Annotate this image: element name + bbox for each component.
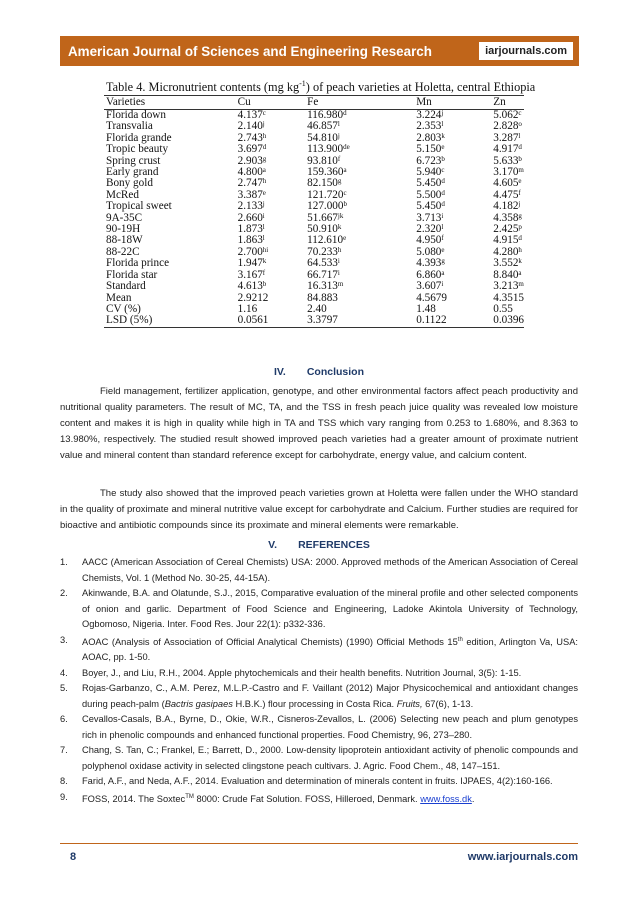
column-header-zn: Zn bbox=[487, 96, 524, 110]
table-caption: Table 4. Micronutrient contents (mg $kg^{-1}$) of peach varieties at Holetta, central Ethiopia bbox=[106, 79, 536, 95]
cell-cu: 3.387e bbox=[237, 188, 266, 201]
reference-item: 1. AACC (American Association of Cereal Chemists) USA: 2000. Approved methods of the American Association of Cereal Chemists, Vol. 1 (Method No. 30-25, 44-15A). bbox=[60, 557, 578, 583]
cell-cu: 4.613$^b$ bbox=[237, 280, 267, 293]
footer-divider bbox=[60, 843, 578, 844]
cell-mn: 5.450$^d$ bbox=[416, 177, 445, 190]
reference-item: 3. AOAC (Analysis of Association of Official Analytical Chemists) (1990) Official Methods 15th edition, Arlington Va, USA: AOAC, pp. 1-50. bbox=[60, 634, 578, 663]
cell-zn: 3.170$^m$ bbox=[493, 166, 524, 179]
cell-mn: 2.803$^k$ bbox=[416, 131, 445, 144]
column-header-fe: Fe bbox=[291, 96, 384, 110]
conclusion-paragraph-1: Field management, fertilizer application, genotype, and other environmental factors affect peach productivity and nutritional quality parameters. The result of MC, TA, and the TSS in fresh peach juice quality was revealed low moisture content and makes it is high in quality while high in TA and TSS which vary ranging from 0.253 to 1.680%, and 8.363 to 13.980%, respectively. The studied result showed improved peach varieties had a greater amount of proximate nutrient value and mineral content than standard reference except for carbohydrate, energy value, and calcium content. bbox=[60, 386, 578, 461]
cell-mn: 6.723$^b$ bbox=[416, 154, 445, 167]
cell-zn: 4.605e bbox=[493, 177, 522, 190]
cell-zn: 4.917$^d$ bbox=[493, 143, 522, 156]
cell-zn: 4.915$^d$ bbox=[493, 234, 522, 247]
cell-fe: $51.667^{jk}$ bbox=[307, 211, 344, 224]
cell-zn: 0.55 bbox=[493, 302, 513, 315]
cell-mn: 3.607$^i$ bbox=[416, 280, 444, 293]
cell-zn: 3.287$^l$ bbox=[493, 131, 521, 144]
table-header-row bbox=[104, 96, 524, 110]
cell-cu: 2.9212 bbox=[237, 291, 269, 304]
conclusion-heading: IV. Conclusion bbox=[273, 366, 365, 378]
reference-item: 4. Boyer, J., and Liu, R.H., 2004. Apple phytochemicals and their health benefits. Nutrition Journal, 3(5): 1-15. bbox=[60, 667, 522, 678]
cell-fe: 66.717$^i$ bbox=[307, 268, 340, 281]
journal-title: American Journal of Sciences and Engineering Research bbox=[68, 43, 432, 59]
cell-fe: 93.810$^f$ bbox=[307, 154, 341, 167]
cell-mn: 4.950$^f$ bbox=[416, 234, 444, 247]
cell-variety: Early grand bbox=[106, 166, 159, 179]
cell-variety: McRed bbox=[106, 188, 139, 201]
cell-fe: 50.910$^k$ bbox=[307, 223, 342, 236]
cell-cu: 0.0561 bbox=[216, 315, 292, 327]
cell-fe: 121.720$^c$ bbox=[307, 188, 347, 201]
column-header-cu: Cu bbox=[216, 96, 292, 110]
cell-variety: 90-19H bbox=[106, 223, 141, 236]
cell-mn: 5.450$^d$ bbox=[416, 200, 445, 213]
reference-item: 9. FOSS, 2014. The Soxtec™ 8000: Crude Fat Solution. FOSS, Hilleroed, Denmark. www.foss.dk. bbox=[60, 791, 475, 804]
cell-variety: Florida prince bbox=[106, 257, 170, 270]
cell-mn: 5.150e bbox=[416, 143, 445, 156]
cell-cu: 1.947$^k$ bbox=[237, 257, 267, 270]
cell-mn: 2.353$^l$ bbox=[416, 120, 444, 133]
cell-variety: 9A-35C bbox=[106, 211, 143, 224]
cell-variety: CV (%) bbox=[106, 302, 141, 315]
cell-zn: 5.633$^b$ bbox=[493, 154, 522, 167]
reference-item: 2. Akinwande, B.A. and Olatunde, S.J., 2015, Comparative evaluation of the mineral profile and other selected components of onion and garlic. Department of Food Science and Engineering, Ladoke Akintola University of Technology, Ogbomoso, Nigeria. Inter. Food Res. Jour 22(1): p332-336. bbox=[60, 588, 578, 629]
cell-mn: 2.320$^l$ bbox=[416, 223, 444, 236]
cell-variety: Tropical sweet bbox=[106, 200, 172, 213]
references-list bbox=[60, 555, 578, 807]
cell-variety: Tropic beauty bbox=[106, 143, 169, 156]
cell-variety: Standard bbox=[106, 280, 146, 293]
cell-zn: 2.425$^p$ bbox=[493, 223, 522, 236]
cell-variety: Spring crust bbox=[106, 154, 161, 167]
cell-cu: 4.137$^c$ bbox=[237, 109, 266, 121]
cell-fe: 84.883 bbox=[307, 291, 338, 304]
reference-item: 5. Rojas-Garbanzo, C., A.M. Perez, M.L.P.-Castro and F. Vaillant (2012) Major Physicochemical and antioxidant changes during peach-palm (Bactris gasipaes H.B.K.) flour processing in Costa Rica. Fruits, 67(6), 1-13. bbox=[60, 683, 578, 709]
cell-mn: 3.224$^j$ bbox=[416, 109, 444, 121]
cell-mn: 3.713$^i$ bbox=[416, 211, 444, 224]
reference-item: 7. Chang, S. Tan, C.; Frankel, E.; Barrett, D., 2000. Low-density lipoprotein antioxidant activity of phenolic compounds and polyphenol oxidase activity in selected clingstone peach cultivars. J. Agric. Food Chem., 48, 147–151. bbox=[60, 745, 578, 771]
cell-mn: 6.860$^a$ bbox=[416, 268, 445, 281]
cell-mn: 1.48 bbox=[416, 302, 436, 315]
conclusion-paragraph-2: The study also showed that the improved peach varieties grown at Holetta were fallen under the WHO standard in the quality of proximate and mineral nutritive value except for carbohydrate and Calcium. Further studies are required for bioactive and antibiotic compounds since its proximate and mineral elements were remarkable. bbox=[60, 488, 578, 531]
cell-cu: 2.133$^j$ bbox=[237, 200, 265, 213]
cell-cu: 4.800$^a$ bbox=[237, 166, 266, 179]
cell-fe: 16.313$^m$ bbox=[307, 280, 344, 293]
cell-zn: 8.840$^a$ bbox=[493, 268, 522, 281]
cell-cu: 3.167$^f$ bbox=[237, 268, 266, 281]
cell-cu: 2.743$^h$ bbox=[237, 131, 267, 144]
reference-item: 8. Farid, A.F., and Neda, A.F., 2014. Evaluation and determination of minerals content in fruits. IJPAES, 4(2):160-166. bbox=[60, 776, 553, 787]
cell-mn: 5.500$^d$ bbox=[416, 188, 445, 201]
footer-site-link[interactable]: www.iarjournals.com bbox=[467, 851, 578, 863]
micronutrient-table bbox=[104, 95, 524, 328]
cell-cu: 1.873$^l$ bbox=[237, 223, 265, 236]
cell-fe: 112.610e bbox=[307, 234, 347, 247]
cell-mn: 5.940$^c$ bbox=[416, 166, 445, 179]
table-row bbox=[104, 315, 524, 327]
cell-cu: 1.863$^l$ bbox=[237, 234, 265, 247]
cell-variety: LSD (5%) bbox=[104, 315, 216, 327]
cell-zn: 4.358$^g$ bbox=[493, 211, 522, 224]
page-number: 8 bbox=[70, 851, 77, 863]
cell-zn: 4.475$^f$ bbox=[493, 188, 521, 201]
cell-fe: 2.40 bbox=[307, 302, 327, 315]
column-header-mn: Mn bbox=[384, 96, 487, 110]
cell-zn: 0.0396 bbox=[487, 315, 524, 327]
cell-variety: Florida grande bbox=[106, 131, 172, 144]
cell-zn: 5.062$^c$ bbox=[493, 109, 522, 121]
table-body bbox=[104, 110, 524, 328]
cell-mn: 5.080e bbox=[416, 245, 445, 258]
cell-zn: 4.280$^h$ bbox=[493, 245, 522, 258]
cell-variety: Bony gold bbox=[106, 177, 153, 190]
cell-variety: Transvalia bbox=[106, 120, 153, 133]
cell-fe: 116.980$^d$ bbox=[307, 109, 347, 121]
cell-variety: 88-22C bbox=[106, 245, 140, 258]
reference-item: 6. Cevallos-Casals, B.A., Byrne, D., Okie, W.R., Cisneros-Zevallos, L. (2006) Selecting new peach and plum genotypes rich in phenolic compounds and enhanced functional properties. Food Chemistry, 96, 273–280. bbox=[60, 714, 578, 740]
journal-site-badge[interactable]: iarjournals.com bbox=[479, 42, 573, 60]
cell-cu: 1.16 bbox=[237, 302, 258, 315]
cell-cu: 2.660$^i$ bbox=[237, 211, 265, 224]
cell-mn: 0.1122 bbox=[384, 315, 487, 327]
cell-fe: 127.000$^b$ bbox=[307, 200, 347, 213]
cell-zn: 2.828$^o$ bbox=[493, 120, 522, 133]
cell-variety: Florida down bbox=[106, 109, 166, 121]
cell-fe: 3.3797 bbox=[291, 315, 384, 327]
cell-zn: 3.552$^k$ bbox=[493, 257, 522, 270]
cell-fe: 46.857$^l$ bbox=[307, 120, 340, 133]
cell-fe: 64.533$^i$ bbox=[307, 257, 340, 270]
cell-fe: 70.233$^h$ bbox=[307, 245, 342, 258]
cell-mn: 4.5679 bbox=[416, 291, 447, 304]
cell-cu: 2.140$^j$ bbox=[237, 120, 265, 133]
cell-fe: 82.150$^g$ bbox=[307, 177, 342, 190]
cell-cu: $2.700^{hi}$ bbox=[237, 245, 269, 258]
cell-cu: 2.747$^h$ bbox=[237, 177, 267, 190]
cell-fe: 113.900de bbox=[307, 143, 350, 156]
column-header-varieties: Varieties bbox=[104, 96, 216, 110]
cell-zn: 3.213$^m$ bbox=[493, 280, 524, 293]
cell-fe: 54.810$^j$ bbox=[307, 131, 340, 144]
cell-zn: 4.182$^j$ bbox=[493, 200, 521, 213]
foss-link[interactable]: www.foss.dk bbox=[420, 793, 472, 804]
references-heading: V. REFERENCES bbox=[268, 539, 370, 551]
cell-mn: 4.393$^g$ bbox=[416, 257, 445, 270]
journal-header-banner bbox=[60, 36, 579, 66]
cell-variety: Mean bbox=[106, 291, 132, 304]
cell-variety: Florida star bbox=[106, 268, 158, 281]
cell-zn: 4.3515 bbox=[493, 291, 524, 304]
cell-cu: 2.903$^g$ bbox=[237, 154, 267, 167]
cell-fe: 159.360$^a$ bbox=[307, 166, 347, 179]
cell-variety: 88-18W bbox=[106, 234, 143, 247]
cell-cu: 3.697$^d$ bbox=[237, 143, 267, 156]
